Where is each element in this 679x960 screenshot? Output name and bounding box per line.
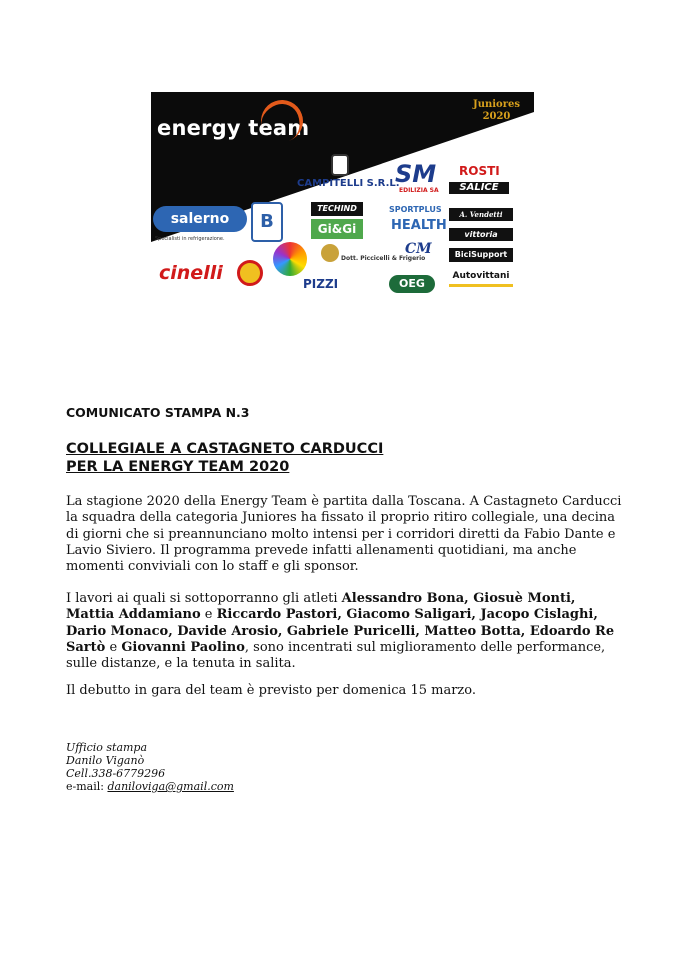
sm-subtitle: EDILIZIA SA bbox=[399, 187, 439, 194]
paragraph-1: La stagione 2020 della Energy Team è partita dalla Toscana. A Castagneto Carducci la squadra della categoria Juniores ha fissato il proprio ritiro collegiale, una decina di giorni che si preannunciano molto intensi per i corridori diretti da Fabio Dante e Lavio Siviero. Il programma prevede infatti allenamenti quotidiani, ma anche momenti conviviali con lo staff e gli sponsor. bbox=[66, 494, 622, 575]
athletes-names-b: Riccardo Pastori, Giacomo Saligari, Jacopo Cislaghi, Dario Monaco, Davide Arosio, Gabriele Puricelli, Matteo Botta, Edoardo Re Sartò bbox=[66, 607, 615, 655]
signature-office: Ufficio stampa bbox=[66, 741, 148, 754]
signature-email-row bbox=[66, 780, 234, 793]
health-logo: HEALTH bbox=[391, 218, 447, 233]
email-label: e-mail: bbox=[66, 780, 108, 793]
page-title bbox=[66, 440, 383, 476]
title-line-1: COLLEGIALE A CASTAGNETO CARDUCCI bbox=[66, 441, 384, 457]
campitelli-logo: CAMPITELLI S.R.L. bbox=[297, 178, 400, 189]
paragraph-3: Il debutto in gara del team è previsto per domenica 15 marzo. bbox=[66, 683, 476, 698]
vendetti-logo: A. Vendetti bbox=[449, 208, 513, 221]
salerno-subtitle: Specialisti in refrigerazione. bbox=[155, 236, 225, 242]
color-wheel-icon bbox=[273, 242, 307, 276]
rosti-logo: ROSTI bbox=[459, 164, 500, 178]
sponsor-banner bbox=[151, 92, 534, 300]
campitelli-icon bbox=[331, 154, 349, 176]
title-line-2: PER LA ENERGY TEAM 2020 bbox=[66, 459, 290, 475]
sportplus-logo: SPORTPLUS bbox=[389, 205, 442, 214]
piccicelli-logo: Dott. Piccicelli & Frigerio bbox=[341, 255, 426, 262]
cm-logo: CM bbox=[405, 241, 432, 257]
sm-logo: SM bbox=[395, 160, 437, 188]
signature-block bbox=[66, 741, 234, 793]
juniores-label: Juniores 2020 bbox=[472, 99, 520, 122]
salerno-logo: salerno bbox=[153, 206, 247, 232]
oeg-logo: OEG bbox=[389, 275, 435, 293]
signature-name: Danilo Viganò bbox=[66, 754, 145, 767]
athletes-names-a: Alessandro Bona, Giosuè Monti, Mattia Addamiano bbox=[66, 591, 576, 623]
techind-logo: TECHIND bbox=[311, 202, 363, 216]
piccicelli-icon bbox=[321, 244, 339, 262]
salice-logo: SALICE bbox=[449, 182, 509, 194]
bicisupport-logo: BiciSupport bbox=[449, 248, 513, 262]
email-link[interactable]: daniloviga@gmail.com bbox=[107, 780, 234, 793]
energy-team-logo: energy team bbox=[157, 116, 309, 140]
paragraph-2: I lavori ai quali si sottoporranno gli atleti Alessandro Bona, Giosuè Monti, Mattia Addamiano e Riccardo Pastori, Giacomo Saligari, Jacopo Cislaghi, Dario Monaco, Davide Arosio, Gabriele Puricelli, Matteo Botta, Edoardo Re Sartò e Giovanni Paolino, sono incentrati sul miglioramento delle performance, sulle distanze, e la tenuta in salita. bbox=[66, 591, 615, 672]
bt-plus-logo: B bbox=[251, 202, 283, 242]
signature-cell: Cell.338-6779296 bbox=[66, 767, 166, 780]
cinelli-badge-icon bbox=[237, 260, 263, 286]
athletes-names-c: Giovanni Paolino bbox=[121, 639, 245, 655]
comunicato-label: COMUNICATO STAMPA N.3 bbox=[66, 405, 250, 420]
vittoria-logo: vittoria bbox=[449, 228, 513, 241]
gigi-logo: Gi&Gi bbox=[311, 219, 363, 239]
pizzi-logo: PIZZI bbox=[303, 277, 339, 291]
autovittani-logo: Autovittani bbox=[449, 268, 513, 287]
cinelli-logo: cinelli bbox=[159, 262, 223, 284]
